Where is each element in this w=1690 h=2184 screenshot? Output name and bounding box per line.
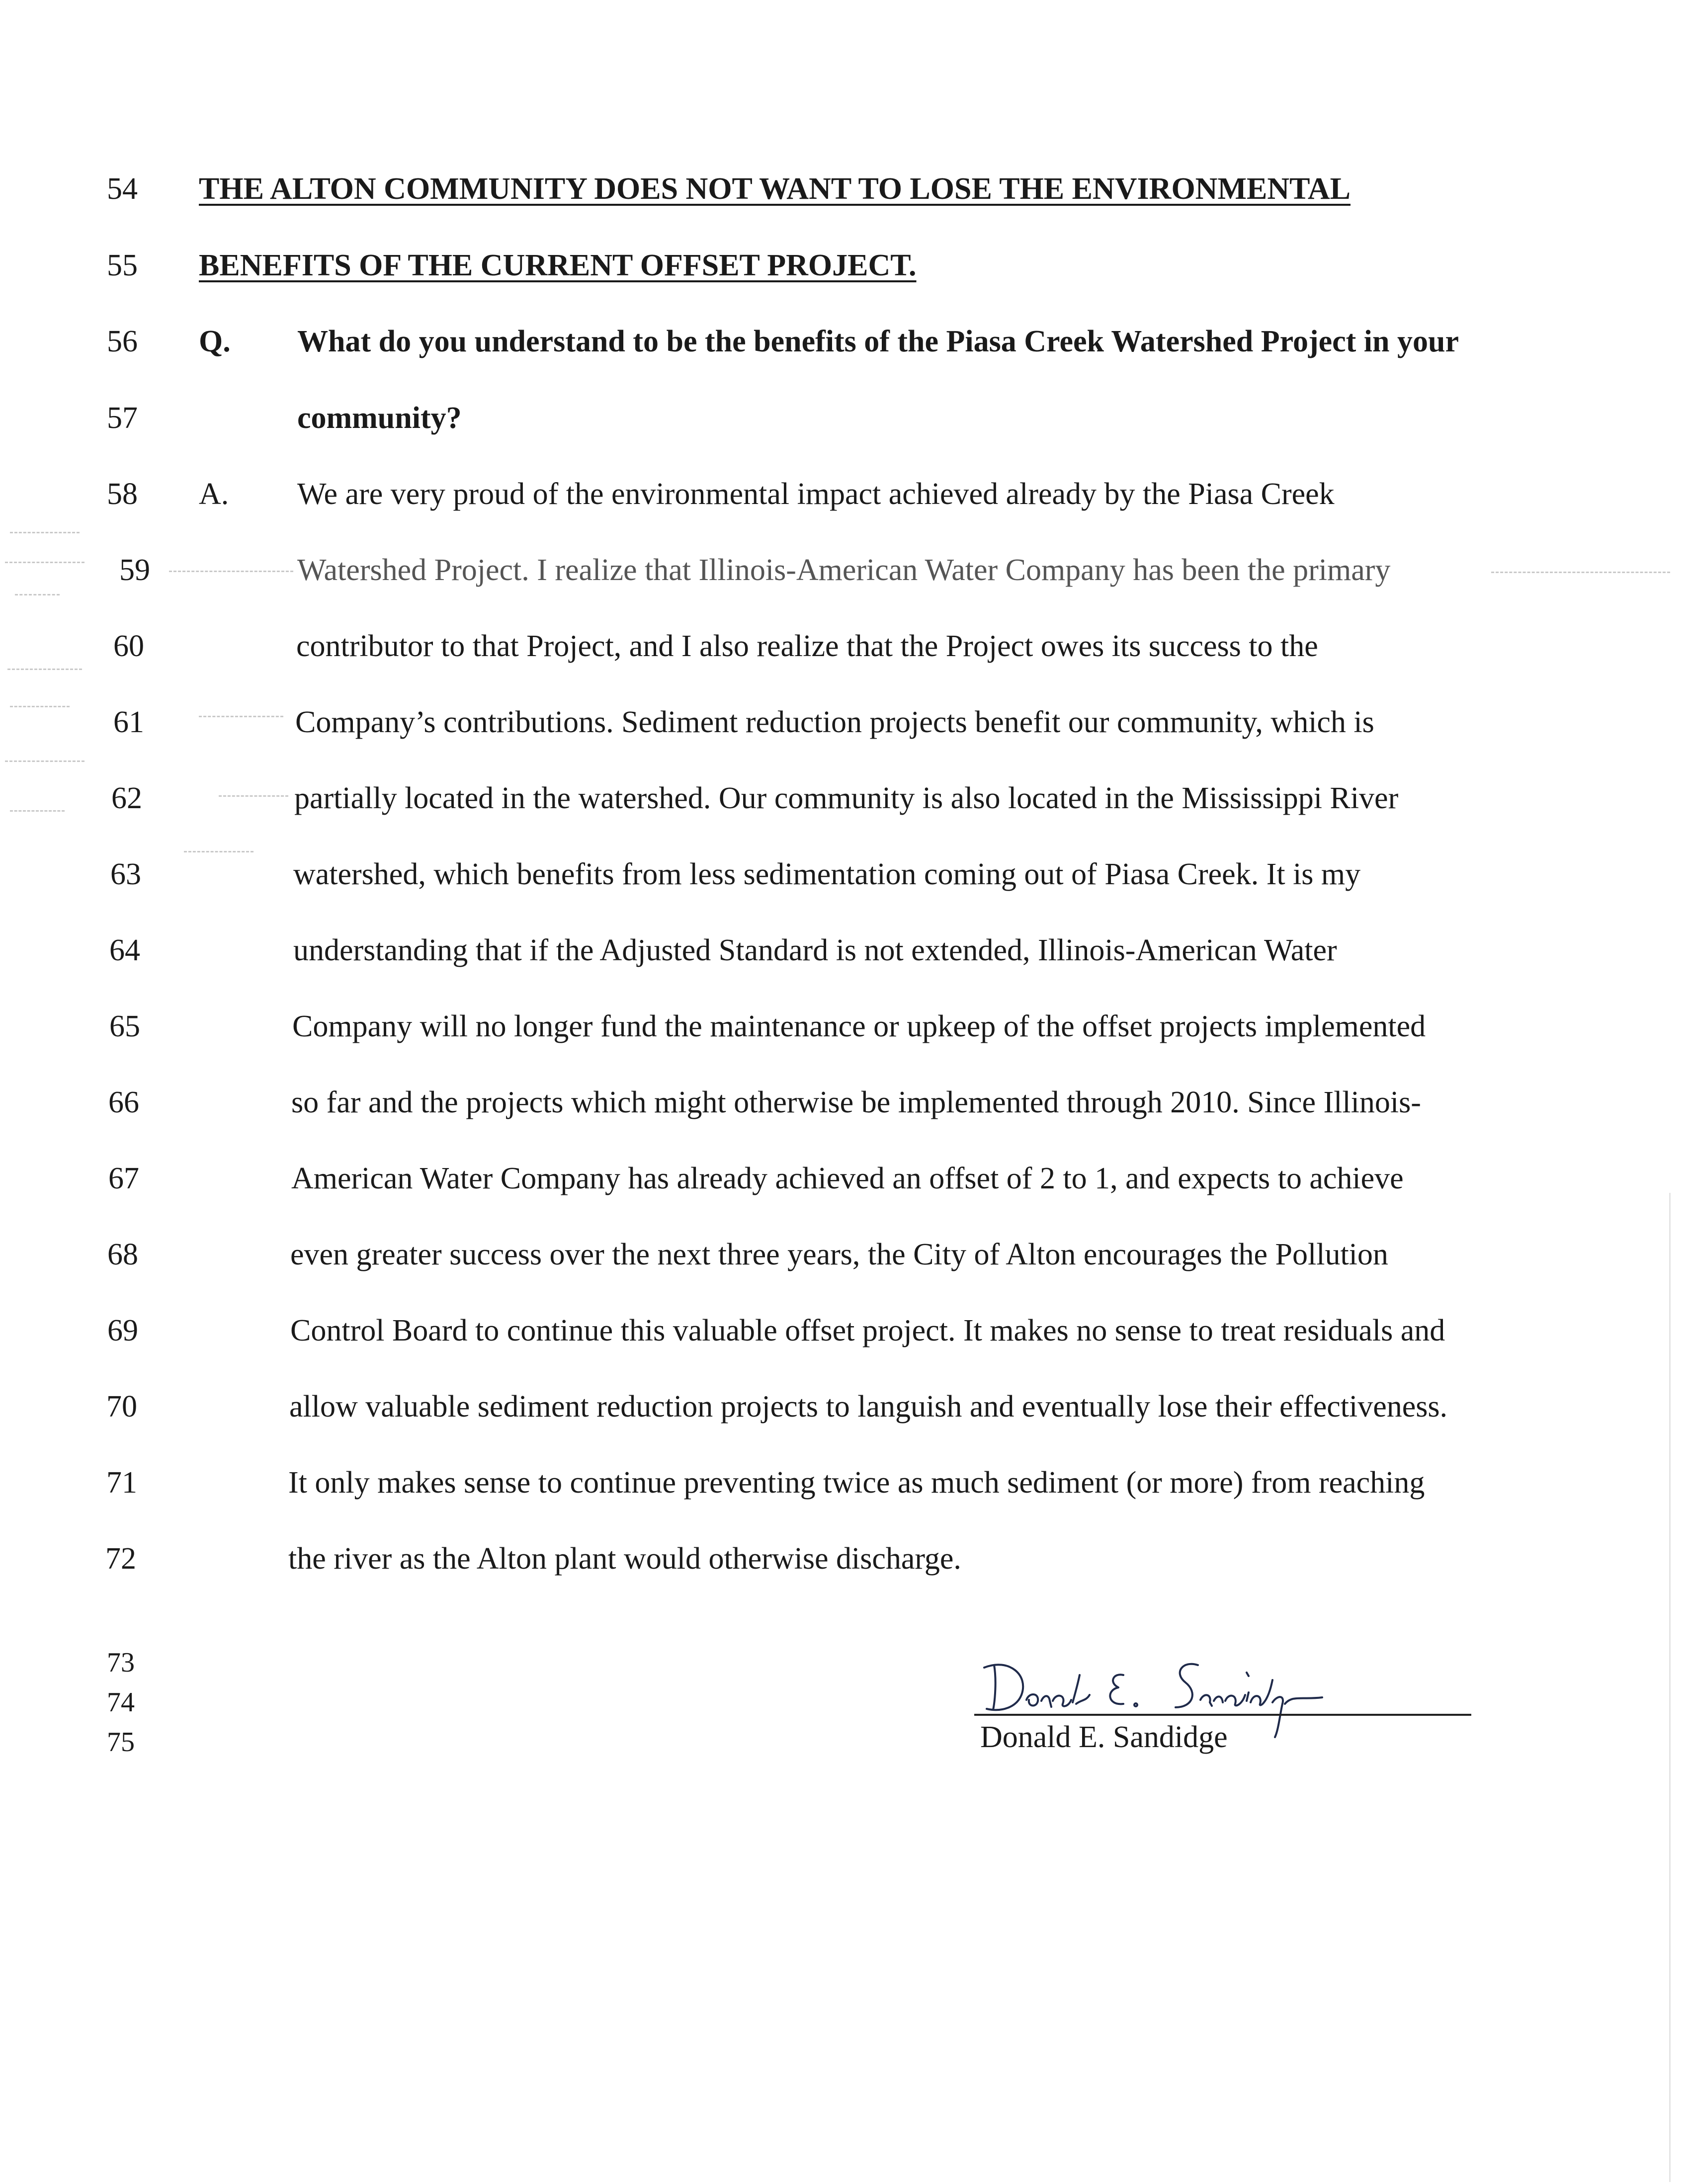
- answer-text: We are very proud of the environmental impact achieved already by the Piasa Creek: [297, 477, 1335, 511]
- scan-artifact: [10, 532, 80, 533]
- line-59: [0, 545, 1690, 595]
- line-number: 57: [107, 401, 138, 435]
- line-68: [0, 1230, 1690, 1279]
- scan-artifact: [184, 851, 254, 852]
- line-number: 60: [113, 629, 144, 663]
- answer-text: the river as the Alton plant would otherwise discharge.: [288, 1542, 961, 1576]
- line-number: 55: [107, 249, 138, 282]
- line-72: [0, 1534, 1690, 1584]
- answer-text: allow valuable sediment reduction projects to languish and eventually lose their effectiveness.: [289, 1390, 1448, 1424]
- scan-artifact: [169, 571, 293, 572]
- scan-artifact: [10, 706, 70, 707]
- answer-text: Company will no longer fund the maintenance or upkeep of the offset projects implemented: [292, 1009, 1426, 1043]
- scan-artifact: [219, 795, 288, 797]
- answer-text: understanding that if the Adjusted Standard is not extended, Illinois-American Water: [293, 933, 1337, 967]
- line-number: 54: [107, 172, 138, 206]
- answer-text: American Water Company has already achieved an offset of 2 to 1, and expects to achieve: [291, 1162, 1404, 1195]
- line-number-74: 74: [107, 1687, 135, 1718]
- scan-artifact: [5, 562, 84, 563]
- line-number: 61: [113, 705, 144, 739]
- line-number: 66: [108, 1086, 139, 1119]
- line-number: 71: [106, 1466, 137, 1500]
- line-number-73: 73: [107, 1647, 135, 1678]
- line-66: [0, 1078, 1690, 1127]
- question-text: What do you understand to be the benefits of the Piasa Creek Watershed Project in your: [297, 325, 1459, 358]
- answer-text: Watershed Project. I realize that Illinois-American Water Company has been the primary: [297, 553, 1391, 587]
- line-number: 62: [111, 781, 142, 815]
- line-55: [0, 241, 1690, 290]
- answer-marker: A.: [199, 477, 229, 511]
- line-number: 56: [107, 325, 138, 358]
- line-56: [0, 317, 1690, 366]
- line-number-75: 75: [107, 1727, 135, 1758]
- line-57: [0, 393, 1690, 443]
- line-number: 59: [119, 553, 150, 587]
- line-64: [0, 925, 1690, 975]
- answer-text: even greater success over the next three years, the City of Alton encourages the Pollution: [290, 1238, 1388, 1271]
- line-number: 63: [110, 857, 141, 891]
- scan-artifact: [5, 760, 84, 762]
- line-number: 67: [108, 1162, 139, 1195]
- line-67: [0, 1154, 1690, 1203]
- line-number: 70: [106, 1390, 137, 1424]
- scan-artifact: [1491, 572, 1670, 573]
- scan-artifact: [15, 594, 60, 595]
- answer-text: contributor to that Project, and I also realize that the Project owes its success to the: [296, 629, 1318, 663]
- line-number: 65: [109, 1009, 140, 1043]
- answer-text: so far and the projects which might otherwise be implemented through 2010. Since Illinois-: [291, 1086, 1421, 1119]
- line-number: 68: [107, 1238, 138, 1271]
- answer-text: It only makes sense to continue preventing twice as much sediment (or more) from reaching: [288, 1466, 1425, 1500]
- line-60: [0, 621, 1690, 671]
- scan-artifact: [7, 669, 82, 670]
- section-heading-line-1: THE ALTON COMMUNITY DOES NOT WANT TO LOSE THE ENVIRONMENTAL: [199, 172, 1351, 206]
- scan-edge: [1669, 1193, 1671, 2182]
- section-heading-line-2: BENEFITS OF THE CURRENT OFFSET PROJECT.: [199, 249, 917, 282]
- scan-artifact: [199, 716, 283, 717]
- signatory-name: Donald E. Sandidge: [980, 1720, 1228, 1754]
- line-69: [0, 1306, 1690, 1355]
- line-62: [0, 773, 1690, 823]
- line-63: [0, 849, 1690, 899]
- line-54: [0, 164, 1690, 214]
- answer-text: Control Board to continue this valuable offset project. It makes no sense to treat residuals and: [290, 1314, 1445, 1347]
- line-58: [0, 469, 1690, 519]
- line-65: [0, 1002, 1690, 1051]
- line-number: 64: [109, 933, 140, 967]
- line-70: [0, 1382, 1690, 1431]
- line-61: [0, 697, 1690, 747]
- answer-text: partially located in the watershed. Our community is also located in the Mississippi River: [294, 781, 1399, 815]
- line-number: 69: [107, 1314, 138, 1347]
- question-marker: Q.: [199, 325, 231, 358]
- answer-text: Company’s contributions. Sediment reduction projects benefit our community, which is: [295, 705, 1374, 739]
- line-number: 72: [105, 1542, 136, 1576]
- question-text: community?: [297, 401, 462, 435]
- scan-artifact: [10, 810, 65, 812]
- signature-block: [974, 1650, 1471, 1779]
- answer-text: watershed, which benefits from less sedimentation coming out of Piasa Creek. It is my: [293, 857, 1361, 891]
- line-71: [0, 1458, 1690, 1508]
- line-number: 58: [107, 477, 138, 511]
